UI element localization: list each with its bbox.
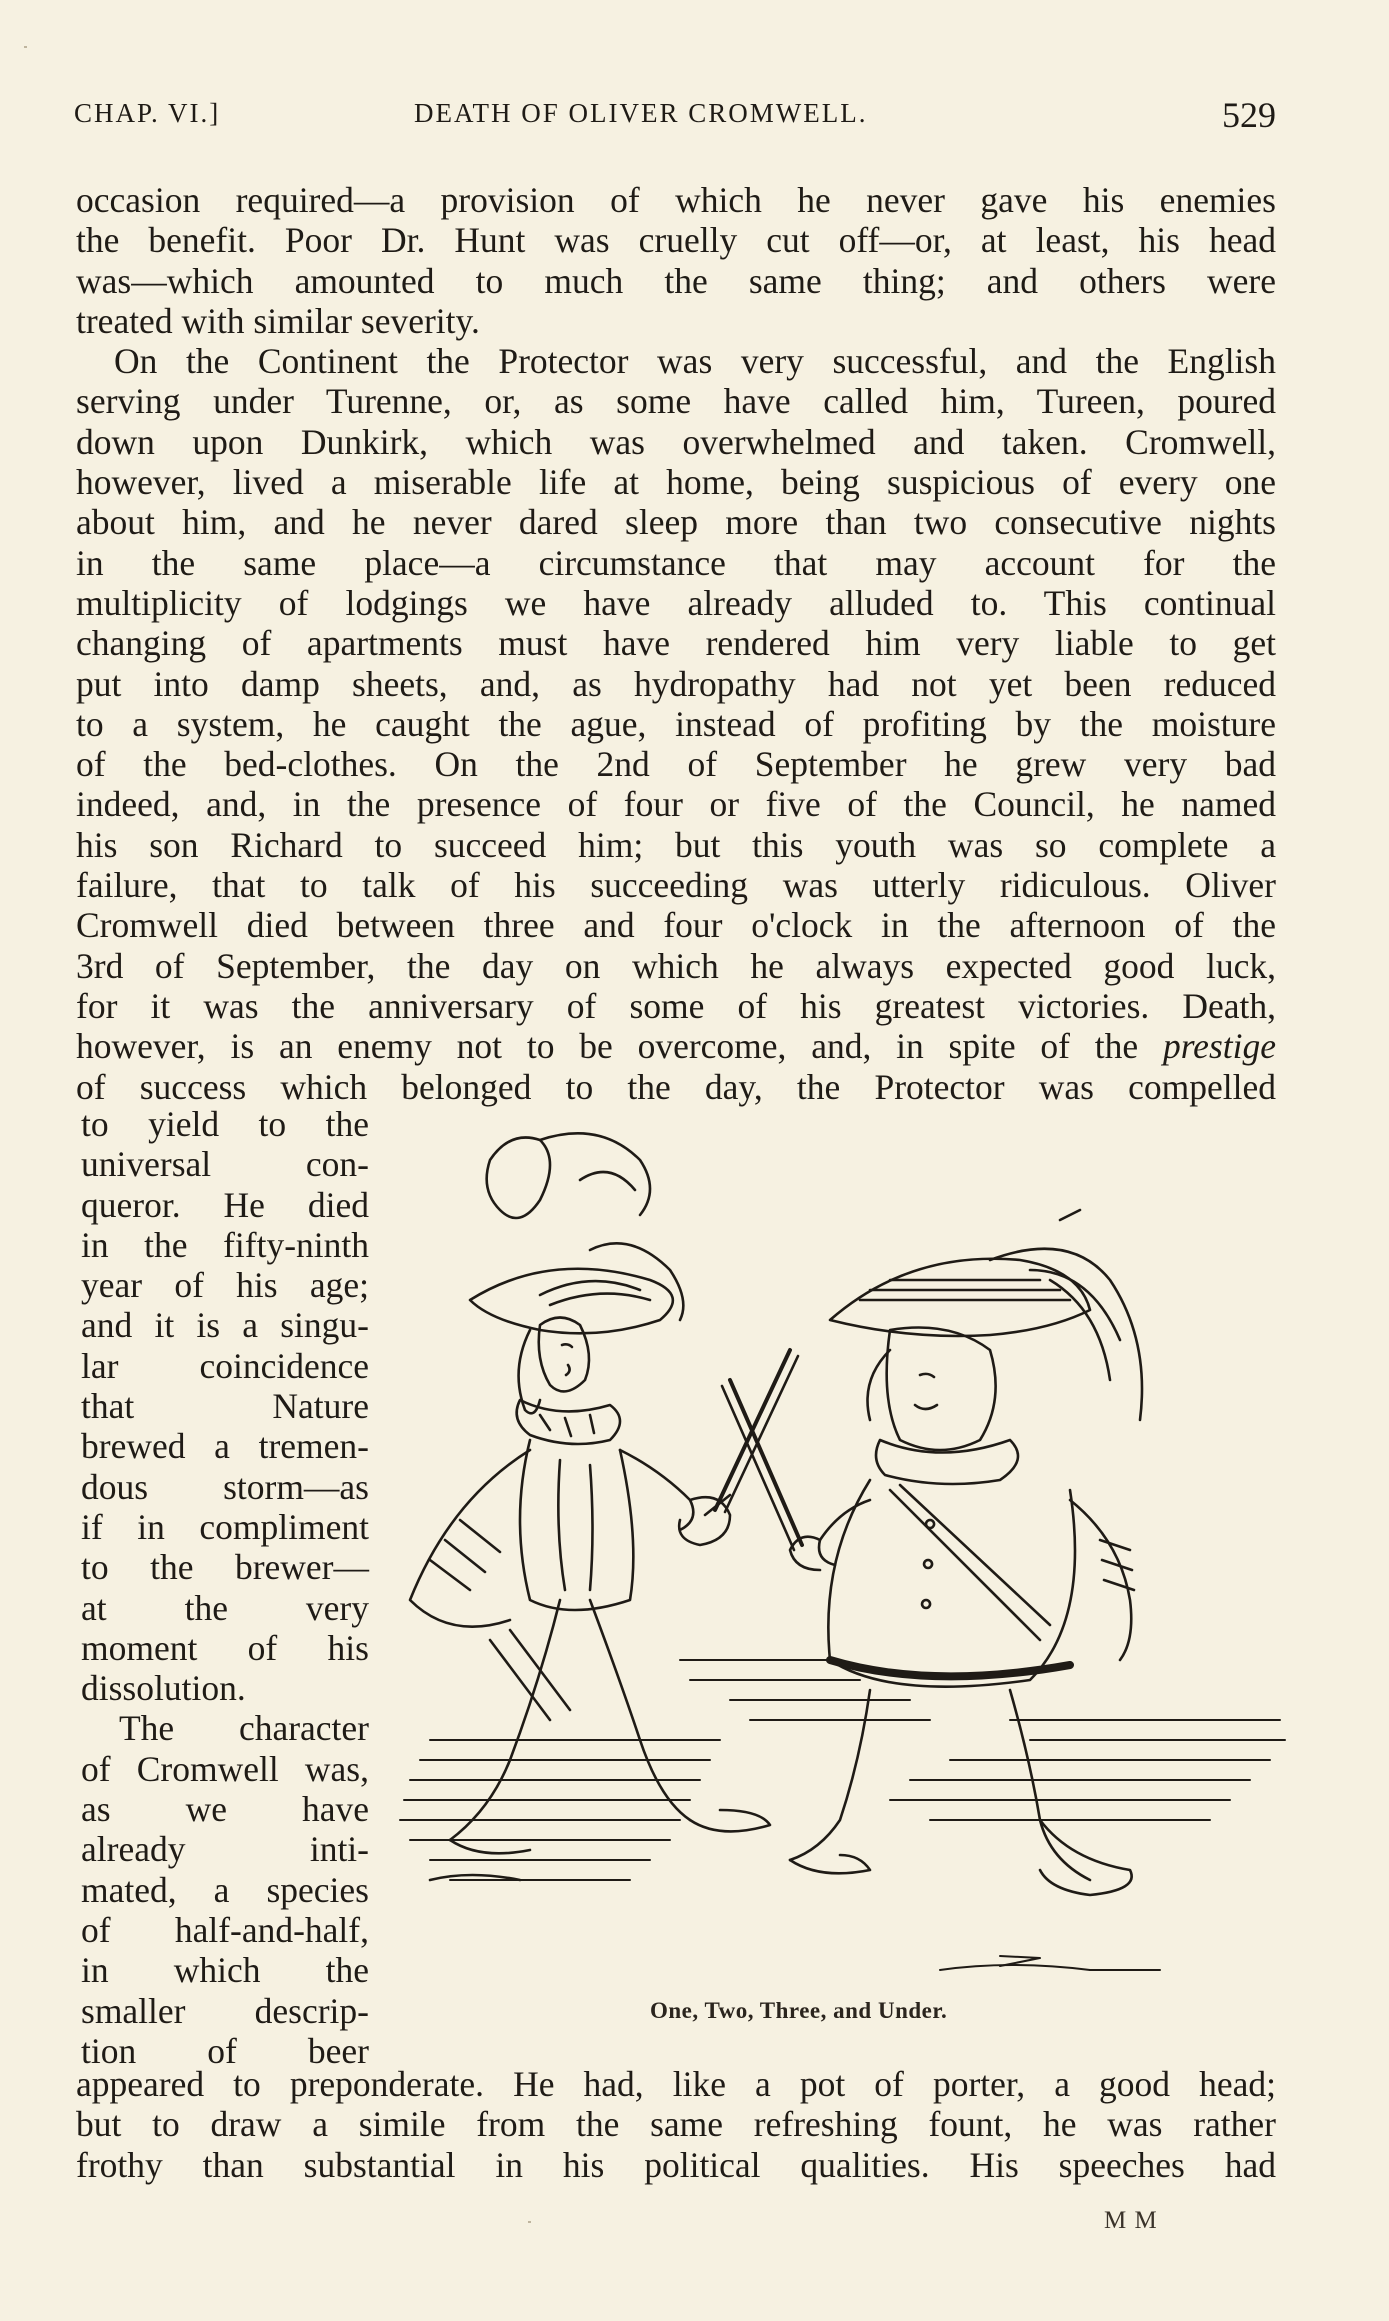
running-header xyxy=(74,95,1276,138)
body-text-bottom xyxy=(76,2064,1276,2185)
text-line: indeed, and, in the presence of four or five of the Council, he named xyxy=(76,784,1276,825)
paper-speck xyxy=(24,46,27,48)
text-line: that Nature xyxy=(81,1386,369,1427)
text-line: universal con- xyxy=(81,1144,369,1185)
text-line: queror. He died xyxy=(81,1184,369,1225)
text-line: dous storm—as xyxy=(81,1466,369,1507)
text-line: already inti- xyxy=(81,1829,369,1870)
text-line: brewed a tremen- xyxy=(81,1426,369,1467)
text-line: was—which amounted to much the same thing; and others were xyxy=(76,260,1276,301)
text-line: to the brewer— xyxy=(81,1547,369,1588)
text-line: appeared to preponderate. He had, like a pot of porter, a good head; xyxy=(76,2064,1276,2104)
text-line: mated, a species xyxy=(81,1869,369,1910)
text-line: as we have xyxy=(81,1789,369,1830)
stout-cavalier-figure xyxy=(722,1210,1142,1895)
text-line: if in compliment xyxy=(81,1506,369,1547)
text-line: dissolution. xyxy=(81,1668,246,1709)
text-line: of success which belonged to the day, the Protector was compelled xyxy=(76,1066,1276,1107)
text-line: year of his age; xyxy=(81,1265,369,1306)
text-line: multiplicity of lodgings we have already alluded to. This continual xyxy=(76,582,1276,623)
text-line: of half-and-half, xyxy=(81,1909,369,1950)
paper-speck xyxy=(528,2221,531,2223)
thin-cavalier-figure xyxy=(410,1133,798,1880)
text-line: The character xyxy=(119,1708,369,1749)
page-number: 529 xyxy=(1222,95,1276,135)
printer-signature: M M xyxy=(1104,2207,1158,2234)
running-title: DEATH OF OLIVER CROMWELL. xyxy=(414,98,868,128)
text-line: On the Continent the Protector was very successful, and the English xyxy=(114,341,1276,382)
text-line: the benefit. Poor Dr. Hunt was cruelly cut off—or, at least, his head xyxy=(76,220,1276,261)
text-line: changing of apartments must have rendered him very liable to get xyxy=(76,623,1276,664)
chapter-label: CHAP. VI.] xyxy=(74,98,221,128)
text-line: to a system, he caught the ague, instead of profiting by the moisture xyxy=(76,703,1276,744)
text-line: however, lived a miserable life at home, being suspicious of every one xyxy=(76,462,1276,503)
text-line: put into damp sheets, and, as hydropathy had not yet been reduced xyxy=(76,663,1276,704)
text-line: of Cromwell was, xyxy=(81,1748,369,1789)
text-line xyxy=(76,1026,1276,1066)
text-line: serving under Turenne, or, as some have called him, Tureen, poured xyxy=(76,381,1276,422)
text-line: but to draw a simile from the same refreshing fount, he was rather xyxy=(76,2104,1276,2145)
text-line: frothy than substantial in his political qualities. His speeches had xyxy=(76,2144,1276,2185)
text-line: about him, and he never dared sleep more than two consecutive nights xyxy=(76,502,1276,543)
body-text-column xyxy=(81,1104,369,2071)
body-text-top xyxy=(76,180,1276,1107)
cavalier-illustration xyxy=(390,1120,1290,2000)
text-segment: however, is an enemy not to be overcome, and, in spite of the xyxy=(76,1026,1139,1067)
text-line: his son Richard to succeed him; but this youth was so complete a xyxy=(76,824,1276,865)
text-line: occasion required—a provision of which he never gave his enemies xyxy=(76,180,1276,220)
text-line: in which the xyxy=(81,1950,369,1991)
text-line: moment of his xyxy=(81,1627,369,1668)
text-line: at the very xyxy=(81,1587,369,1628)
text-line: failure, that to talk of his succeeding was utterly ridiculous. Oliver xyxy=(76,865,1276,906)
text-line: 3rd of September, the day on which he always expected good luck, xyxy=(76,945,1276,986)
italic-word: prestige xyxy=(1162,1026,1276,1067)
text-line: for it was the anniversary of some of his greatest victories. Death, xyxy=(76,985,1276,1026)
text-line: and it is a singu- xyxy=(81,1305,369,1346)
text-line: to yield to the xyxy=(81,1104,369,1144)
text-line: in the same place—a circumstance that may account for the xyxy=(76,542,1276,583)
text-line: tion of beer xyxy=(81,2030,369,2071)
text-line: of the bed-clothes. On the 2nd of September he grew very bad xyxy=(76,744,1276,785)
text-line: treated with similar severity. xyxy=(76,300,480,341)
text-line: lar coincidence xyxy=(81,1345,369,1386)
text-line: in the fifty-ninth xyxy=(81,1224,369,1265)
text-line: smaller descrip- xyxy=(81,1990,369,2031)
illustration-caption: One, Two, Three, and Under. xyxy=(650,1998,948,2023)
text-line: down upon Dunkirk, which was overwhelmed and taken. Cromwell, xyxy=(76,421,1276,462)
text-line: Cromwell died between three and four o'clock in the afternoon of the xyxy=(76,905,1276,946)
